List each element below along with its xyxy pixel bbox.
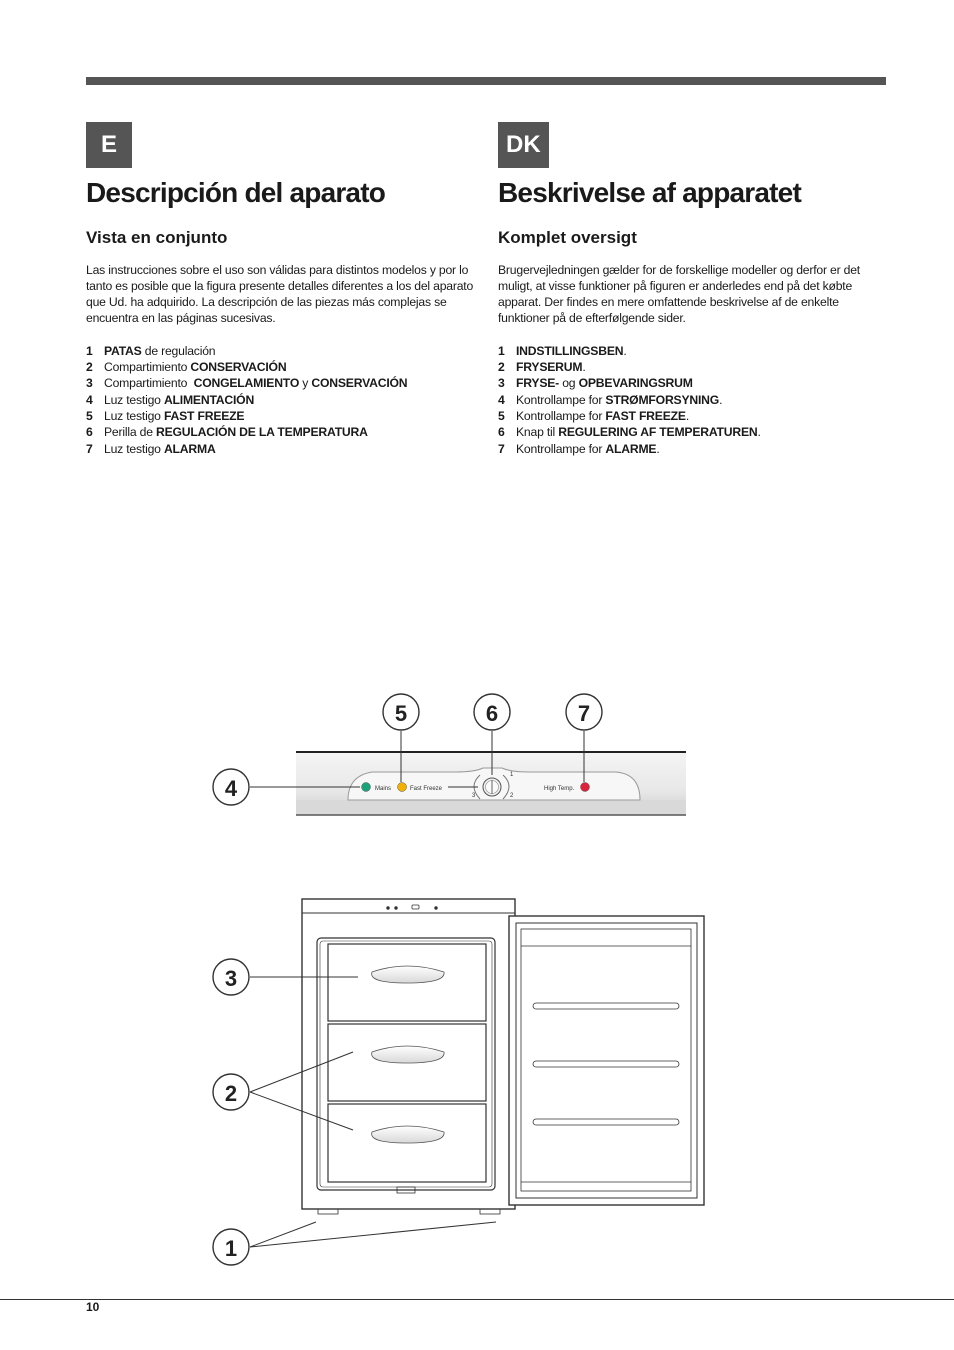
list-item-keyword: FAST FREEZE [163, 408, 245, 423]
dial-mark-3: 3 [472, 793, 476, 799]
list-item-keyword: FAST FREEZE [605, 408, 686, 423]
callout-1 [213, 1229, 249, 1265]
list-item-number: 6 [498, 425, 505, 440]
list-item-number: 2 [498, 360, 505, 375]
callout-6 [474, 694, 510, 730]
intro-paragraph-dk: Brugervejledningen gælder for de forskellige modeller og derfor er det muligt, at visse funktioner på figuren er anderledes end på det købte apparat. Der findes en mere omfattende beskrivelse af de enkelte funktioner på de efterfølgende sider. [498, 262, 860, 326]
list-item-text: Kontrollampe for [516, 408, 606, 423]
svg-text:6: 6 [485, 701, 499, 726]
control-panel [296, 752, 686, 815]
dial-mark-2: 2 [510, 793, 514, 799]
list-item-number: 4 [86, 392, 93, 407]
list-item-number: 4 [498, 392, 505, 407]
list-item-text: y [299, 376, 312, 391]
list-item-keyword: ALARMA [163, 441, 216, 456]
list-item-text: og [559, 376, 579, 391]
list-item-keyword: STRØMFORSYNING [605, 392, 720, 407]
list-item-text: . [757, 425, 761, 440]
svg-text:5: 5 [394, 701, 408, 726]
svg-text:2: 2 [224, 1081, 238, 1106]
list-item-number: 5 [86, 408, 93, 423]
list-item-text: Knap til [516, 425, 559, 440]
footer-rule [0, 1299, 954, 1300]
language-badge-es: E [86, 122, 132, 168]
list-item-keyword: CONGELAMIENTO [193, 376, 300, 391]
section-title-es: Descripción del aparato [86, 177, 386, 208]
callout-3 [213, 959, 249, 995]
list-item-keyword: REGULACIÓN DE LA TEMPERATURA [156, 425, 368, 440]
list-item-keyword: ALIMENTACIÓN [163, 392, 255, 407]
list-item-number: 3 [498, 376, 505, 391]
list-item-number: 7 [86, 441, 93, 456]
list-item-text: Compartimiento [104, 360, 191, 375]
language-badge-dk: DK [498, 122, 549, 168]
list-item-text: Kontrollampe for [516, 392, 606, 407]
high-temp-light-icon [581, 783, 590, 792]
fast-freeze-label: Fast Freeze [410, 786, 443, 792]
mains-light-icon [362, 783, 371, 792]
callout-5 [383, 694, 419, 730]
subsection-title-es: Vista en conjunto [86, 227, 228, 247]
freezer-door [509, 916, 704, 1205]
list-item-text: . [656, 441, 660, 456]
callout-7 [566, 694, 602, 730]
list-item-text: Luz testigo [104, 441, 164, 456]
list-item-keyword: REGULERING AF TEMPERATUREN [558, 425, 758, 440]
list-item-keyword: OPBEVARINGSRUM [578, 376, 693, 391]
list-item-keyword: PATAS [104, 343, 142, 358]
svg-text:1: 1 [224, 1236, 238, 1261]
svg-text:4: 4 [224, 776, 238, 801]
fast-freeze-light-icon [398, 783, 407, 792]
list-item-text: . [685, 408, 690, 423]
high-temp-label: High Temp. [544, 786, 575, 792]
dial-mark-1: 1 [510, 772, 514, 778]
list-item-number: 1 [498, 343, 505, 358]
list-item-keyword: FRYSE- [516, 376, 560, 391]
list-item-text: Luz testigo [104, 408, 164, 423]
list-item-text: Luz testigo [104, 392, 164, 407]
callout-4 [213, 769, 249, 805]
list-item-text: . [582, 360, 586, 375]
list-item-text: Kontrollampe for [516, 441, 606, 456]
list-item-text: Compartimiento [104, 376, 194, 391]
intro-paragraph-es: Las instrucciones sobre el uso son válidas para distintos modelos y por lo tanto es posible que la figura presente detalles diferentes a los del aparato que Ud. ha adquirido. La descripción de las piezas más complejas se encuentra en las páginas sucesivas. [86, 262, 474, 326]
list-item-number: 3 [86, 376, 93, 391]
mains-label: Mains [375, 786, 392, 792]
page-number: 10 [86, 1300, 100, 1314]
list-item-number: 2 [86, 360, 93, 375]
list-item-text: . [623, 343, 627, 358]
list-item-number: 1 [86, 343, 93, 358]
list-item-number: 7 [498, 441, 505, 456]
list-item-keyword: ALARME [605, 441, 657, 456]
svg-text:7: 7 [577, 701, 591, 726]
list-item-keyword: FRYSERUM [516, 360, 583, 375]
list-item-text: Perilla de [104, 425, 156, 440]
section-title-dk: Beskrivelse af apparatet [498, 177, 801, 208]
list-item-text: de regulación [141, 343, 216, 358]
list-item-number: 6 [86, 425, 93, 440]
list-item-number: 5 [498, 408, 505, 423]
list-item-keyword: INDSTILLINGSBEN [516, 343, 624, 358]
list-item-text: . [719, 392, 723, 407]
list-item-keyword: CONSERVACIÓN [190, 360, 287, 375]
list-item-keyword: CONSERVACIÓN [311, 376, 408, 391]
callout-2 [213, 1074, 249, 1110]
svg-text:3: 3 [224, 966, 238, 991]
subsection-title-dk: Komplet oversigt [498, 227, 637, 247]
